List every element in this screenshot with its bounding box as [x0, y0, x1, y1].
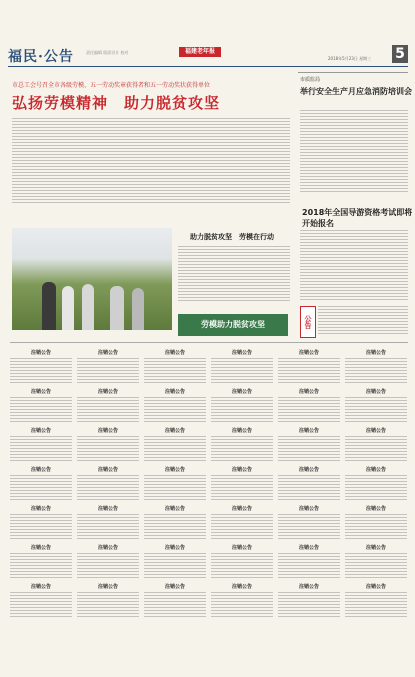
article-photo — [12, 228, 172, 330]
notice-title: 注销公告 — [365, 350, 386, 356]
notice-title: 注销公告 — [298, 389, 319, 395]
notice-body — [10, 436, 72, 462]
notice-body — [10, 592, 72, 618]
notice-title: 注销公告 — [30, 389, 51, 395]
notice-body — [144, 514, 206, 540]
notice-body — [77, 436, 139, 462]
notice-title: 注销公告 — [30, 428, 51, 434]
notice-title: 注销公告 — [30, 545, 51, 551]
notice-body — [211, 397, 273, 423]
notice-body — [144, 553, 206, 579]
notice-title: 注销公告 — [30, 467, 51, 473]
notice-body — [10, 397, 72, 423]
notice-title: 注销公告 — [298, 428, 319, 434]
right-article-body-1 — [300, 110, 408, 194]
right-article-title-1: 举行安全生产月应急消防培训会 — [300, 87, 412, 96]
notice-body — [144, 475, 206, 501]
notice-column-2 — [77, 345, 139, 618]
notice-title: 注销公告 — [365, 389, 386, 395]
notice-title: 注销公告 — [298, 506, 319, 512]
notice-title: 注销公告 — [30, 506, 51, 512]
photo-story-headline: 助力脱贫攻坚 劳模在行动 — [190, 233, 274, 241]
notice-title: 注销公告 — [231, 545, 252, 551]
notice-body — [77, 553, 139, 579]
notice-title: 注销公告 — [231, 467, 252, 473]
notice-body — [278, 475, 340, 501]
notice-title: 注销公告 — [298, 467, 319, 473]
article-headline: 弘扬劳模精神 助力脱贫攻坚 — [12, 94, 221, 112]
notice-column-4 — [211, 345, 273, 618]
notice-title: 注销公告 — [298, 584, 319, 590]
notice-body — [211, 553, 273, 579]
notice-title: 注销公告 — [164, 350, 185, 356]
notice-title: 注销公告 — [97, 389, 118, 395]
notice-title: 注销公告 — [30, 350, 51, 356]
notice-body — [278, 514, 340, 540]
notice-column-6 — [345, 345, 407, 618]
notice-body — [144, 397, 206, 423]
notice-title: 注销公告 — [164, 467, 185, 473]
notice-title: 注销公告 — [365, 428, 386, 434]
notice-title: 注销公告 — [231, 584, 252, 590]
right-article-body-2 — [300, 230, 408, 300]
notice-title: 注销公告 — [231, 350, 252, 356]
notice-body — [278, 592, 340, 618]
notice-body — [211, 592, 273, 618]
article-body-text — [12, 118, 290, 204]
notice-body — [77, 475, 139, 501]
notice-body — [278, 553, 340, 579]
notice-title: 注销公告 — [365, 506, 386, 512]
newspaper-brand-logo: 福建老年报 — [179, 47, 221, 57]
photo-story-text — [178, 246, 290, 302]
notice-body — [345, 358, 407, 384]
notice-body — [345, 592, 407, 618]
section-title: 福民·公告 — [8, 49, 74, 65]
notice-title: 注销公告 — [164, 545, 185, 551]
notice-column-3 — [144, 345, 206, 618]
header-rule — [8, 66, 408, 67]
notice-body — [144, 436, 206, 462]
date-line: 2018年5月23日 星期三 — [328, 56, 372, 61]
notice-title: 注销公告 — [231, 506, 252, 512]
notice-title: 注销公告 — [30, 584, 51, 590]
article-kicker: 市总工会号召全市各级劳模、五一劳动奖章获得者和五一劳动奖状获得单位 — [12, 82, 211, 89]
notice-title: 注销公告 — [298, 350, 319, 356]
notice-title: 注销公告 — [365, 584, 386, 590]
notice-title: 注销公告 — [164, 389, 185, 395]
notice-body — [278, 358, 340, 384]
notice-body — [77, 592, 139, 618]
right-article-title-2: 2018年全国导游资格考试即将开始报名 — [302, 208, 413, 228]
notice-body — [144, 358, 206, 384]
page-number: 5 — [392, 45, 408, 63]
notice-title: 注销公告 — [365, 467, 386, 473]
notice-column-1 — [10, 345, 72, 618]
notice-body — [345, 514, 407, 540]
notice-body — [211, 436, 273, 462]
notice-title: 注销公告 — [97, 467, 118, 473]
notice-title: 注销公告 — [164, 428, 185, 434]
notice-column-5 — [278, 345, 340, 618]
notice-body — [345, 397, 407, 423]
notice-body — [77, 514, 139, 540]
notice-body — [77, 358, 139, 384]
notice-body — [211, 475, 273, 501]
right-column-rule — [298, 72, 408, 73]
notice-body — [278, 397, 340, 423]
notice-title: 注销公告 — [97, 350, 118, 356]
notice-body — [144, 592, 206, 618]
notice-body — [345, 553, 407, 579]
notice-title: 注销公告 — [97, 584, 118, 590]
section-subtitle: 责任编辑 版面设计 校对 — [86, 50, 129, 55]
notice-title: 注销公告 — [164, 506, 185, 512]
notice-title: 注销公告 — [97, 428, 118, 434]
notice-body — [211, 358, 273, 384]
notice-title: 注销公告 — [231, 389, 252, 395]
notice-body — [77, 397, 139, 423]
notice-body — [278, 436, 340, 462]
notice-title: 注销公告 — [298, 545, 319, 551]
notice-intro-text — [318, 306, 408, 336]
notice-body — [10, 514, 72, 540]
notice-body — [10, 553, 72, 579]
notice-body — [10, 358, 72, 384]
notice-body — [10, 475, 72, 501]
notice-banner: 劳模助力脱贫攻坚 — [178, 314, 288, 336]
notice-body — [345, 475, 407, 501]
notice-body — [211, 514, 273, 540]
notice-title: 注销公告 — [365, 545, 386, 551]
notice-title: 注销公告 — [231, 428, 252, 434]
notices-grid — [10, 342, 408, 673]
notice-body — [345, 436, 407, 462]
notice-tag: 公告 — [300, 306, 316, 338]
notice-title: 注销公告 — [164, 584, 185, 590]
notice-title: 注销公告 — [97, 506, 118, 512]
notice-title: 注销公告 — [97, 545, 118, 551]
right-column-label: 市质监局 — [300, 77, 321, 83]
